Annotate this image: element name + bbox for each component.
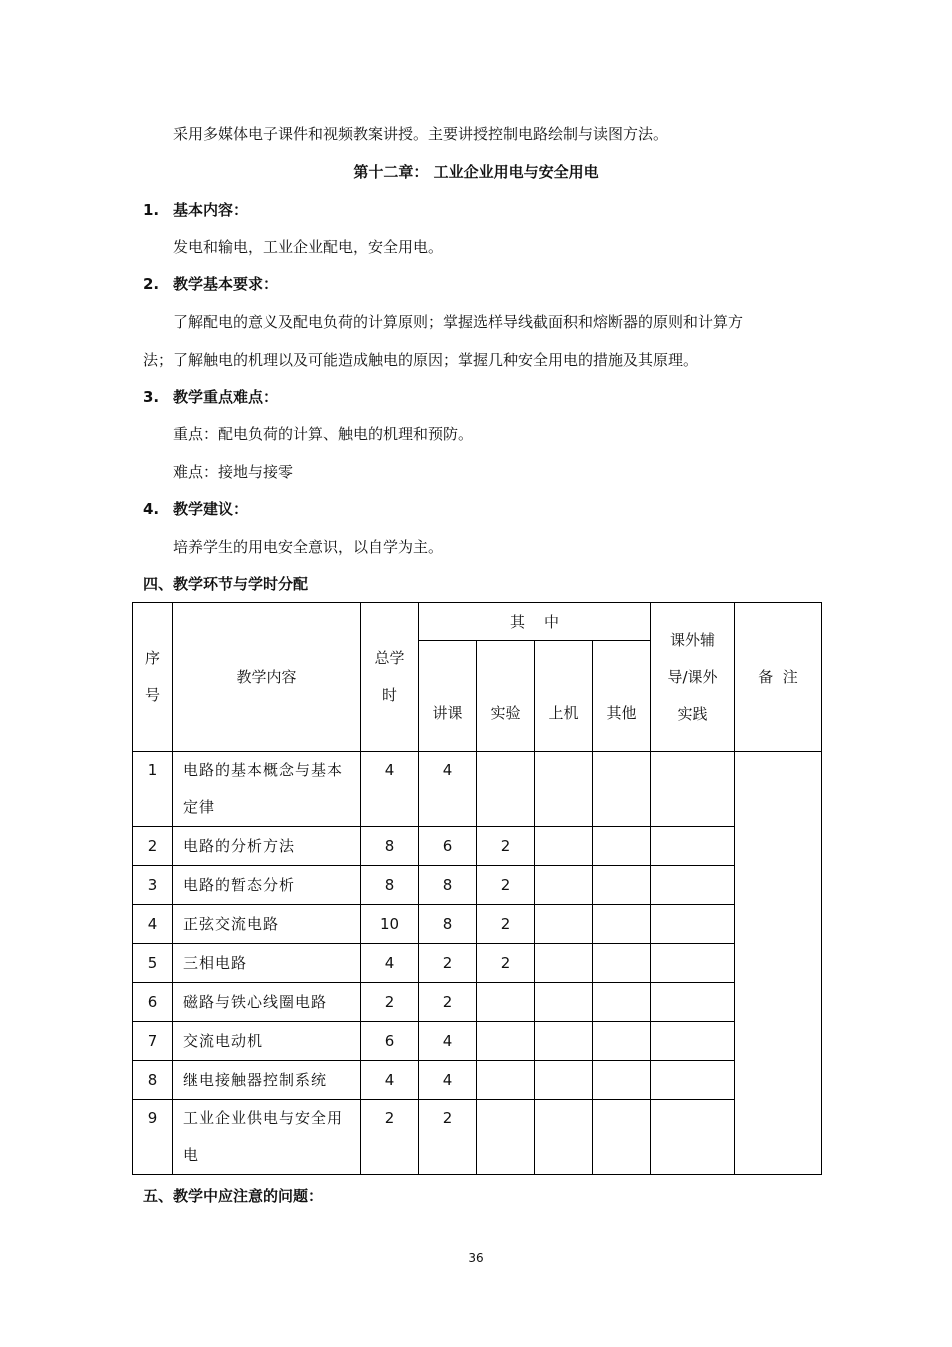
row-computer bbox=[535, 866, 593, 905]
row-total: 4 bbox=[361, 752, 419, 827]
row-total: 2 bbox=[361, 983, 419, 1022]
row-content: 继电接触器控制系统 bbox=[173, 1061, 361, 1100]
row-other bbox=[593, 1100, 651, 1175]
section-heading-text: 教学基本要求： bbox=[173, 275, 279, 293]
row-lecture: 2 bbox=[419, 944, 477, 983]
row-other bbox=[593, 983, 651, 1022]
row-seq: 7 bbox=[133, 1022, 173, 1061]
section-four-title: 四、教学环节与学时分配 bbox=[143, 575, 309, 593]
section-number: 2. bbox=[143, 275, 160, 293]
row-computer bbox=[535, 827, 593, 866]
row-content: 电路的分析方法 bbox=[173, 827, 361, 866]
header-lecture: 讲课 bbox=[419, 641, 477, 752]
header-remarks: 备 注 bbox=[735, 603, 822, 752]
row-other bbox=[593, 944, 651, 983]
section-five-title: 五、教学中应注意的问题： bbox=[143, 1187, 324, 1205]
header-extracurricular: 课外辅导/课外实践 bbox=[651, 603, 735, 752]
row-other bbox=[593, 1061, 651, 1100]
row-content: 工业企业供电与安全用电 bbox=[173, 1100, 361, 1175]
row-seq: 1 bbox=[133, 752, 173, 827]
row-experiment bbox=[477, 1061, 535, 1100]
row-seq: 5 bbox=[133, 944, 173, 983]
row-extra bbox=[651, 1100, 735, 1175]
row-extra bbox=[651, 905, 735, 944]
section-3-heading bbox=[143, 387, 278, 407]
row-seq: 3 bbox=[133, 866, 173, 905]
row-other bbox=[593, 1022, 651, 1061]
table-row bbox=[133, 944, 822, 983]
row-content: 电路的暂态分析 bbox=[173, 866, 361, 905]
table-row bbox=[133, 1061, 822, 1100]
section-heading-text: 教学建议： bbox=[173, 500, 249, 518]
row-other bbox=[593, 866, 651, 905]
header-other: 其他 bbox=[593, 641, 651, 752]
section-1-heading bbox=[143, 200, 248, 220]
row-computer bbox=[535, 752, 593, 827]
row-computer bbox=[535, 905, 593, 944]
section-1-text: 发电和输电，工业企业配电，安全用电。 bbox=[173, 238, 444, 256]
row-seq: 6 bbox=[133, 983, 173, 1022]
section-number: 1. bbox=[143, 201, 160, 219]
section-2-text-line-1: 了解配电的意义及配电负荷的计算原则；掌握选样导线截面积和熔断器的原则和计算方 bbox=[173, 313, 744, 331]
table-row bbox=[133, 905, 822, 944]
remarks-cell bbox=[735, 752, 822, 1175]
section-heading-text: 基本内容： bbox=[173, 201, 249, 219]
header-content: 教学内容 bbox=[173, 603, 361, 752]
section-2-text-line-2: 法；了解触电的机理以及可能造成触电的原因；掌握几种安全用电的措施及其原理。 bbox=[143, 351, 699, 369]
row-total: 6 bbox=[361, 1022, 419, 1061]
row-total: 4 bbox=[361, 944, 419, 983]
row-extra bbox=[651, 752, 735, 827]
row-total: 10 bbox=[361, 905, 419, 944]
row-computer bbox=[535, 1100, 593, 1175]
page-number: 36 bbox=[468, 1251, 484, 1265]
table-row bbox=[133, 752, 822, 827]
table-row bbox=[133, 1100, 822, 1175]
row-lecture: 4 bbox=[419, 752, 477, 827]
row-extra bbox=[651, 983, 735, 1022]
row-experiment: 2 bbox=[477, 866, 535, 905]
row-content: 三相电路 bbox=[173, 944, 361, 983]
row-lecture: 8 bbox=[419, 866, 477, 905]
row-total: 2 bbox=[361, 1100, 419, 1175]
row-lecture: 8 bbox=[419, 905, 477, 944]
row-content: 电路的基本概念与基本定律 bbox=[173, 752, 361, 827]
schedule-table bbox=[132, 602, 822, 1175]
row-computer bbox=[535, 944, 593, 983]
section-number: 4. bbox=[143, 500, 160, 518]
row-experiment: 2 bbox=[477, 905, 535, 944]
table-row bbox=[133, 866, 822, 905]
section-4-text: 培养学生的用电安全意识，以自学为主。 bbox=[173, 538, 444, 556]
row-lecture: 2 bbox=[419, 983, 477, 1022]
row-extra bbox=[651, 827, 735, 866]
row-total: 8 bbox=[361, 827, 419, 866]
section-2-heading bbox=[143, 274, 278, 294]
row-experiment bbox=[477, 1022, 535, 1061]
row-lecture: 6 bbox=[419, 827, 477, 866]
intro-paragraph: 采用多媒体电子课件和视频教案讲授。主要讲授控制电路绘制与读图方法。 bbox=[173, 125, 669, 143]
row-computer bbox=[535, 983, 593, 1022]
row-extra bbox=[651, 1061, 735, 1100]
row-extra bbox=[651, 1022, 735, 1061]
row-experiment bbox=[477, 1100, 535, 1175]
chapter-title: 第十二章： 工业企业用电与安全用电 bbox=[353, 163, 599, 181]
row-seq: 4 bbox=[133, 905, 173, 944]
row-experiment: 2 bbox=[477, 944, 535, 983]
row-other bbox=[593, 827, 651, 866]
row-experiment bbox=[477, 752, 535, 827]
row-lecture: 4 bbox=[419, 1022, 477, 1061]
section-3-text-line-2: 难点：接地与接零 bbox=[173, 463, 294, 481]
row-seq: 9 bbox=[133, 1100, 173, 1175]
row-content: 磁路与铁心线圈电路 bbox=[173, 983, 361, 1022]
table-row bbox=[133, 1022, 822, 1061]
row-seq: 8 bbox=[133, 1061, 173, 1100]
header-experiment: 实验 bbox=[477, 641, 535, 752]
section-4-heading bbox=[143, 499, 248, 519]
row-seq: 2 bbox=[133, 827, 173, 866]
section-3-text-line-1: 重点：配电负荷的计算、触电的机理和预防。 bbox=[173, 425, 474, 443]
row-total: 4 bbox=[361, 1061, 419, 1100]
table-row bbox=[133, 983, 822, 1022]
row-extra bbox=[651, 866, 735, 905]
row-other bbox=[593, 752, 651, 827]
row-computer bbox=[535, 1061, 593, 1100]
header-seq: 序号 bbox=[133, 603, 173, 752]
row-experiment bbox=[477, 983, 535, 1022]
row-extra bbox=[651, 944, 735, 983]
table-row bbox=[133, 827, 822, 866]
row-lecture: 4 bbox=[419, 1061, 477, 1100]
section-heading-text: 教学重点难点： bbox=[173, 388, 279, 406]
row-content: 正弦交流电路 bbox=[173, 905, 361, 944]
row-content: 交流电动机 bbox=[173, 1022, 361, 1061]
header-total-hours: 总学时 bbox=[361, 603, 419, 752]
header-computer: 上机 bbox=[535, 641, 593, 752]
row-lecture: 2 bbox=[419, 1100, 477, 1175]
row-other bbox=[593, 905, 651, 944]
header-among: 其 中 bbox=[419, 603, 651, 641]
section-number: 3. bbox=[143, 388, 160, 406]
row-experiment: 2 bbox=[477, 827, 535, 866]
row-total: 8 bbox=[361, 866, 419, 905]
row-computer bbox=[535, 1022, 593, 1061]
